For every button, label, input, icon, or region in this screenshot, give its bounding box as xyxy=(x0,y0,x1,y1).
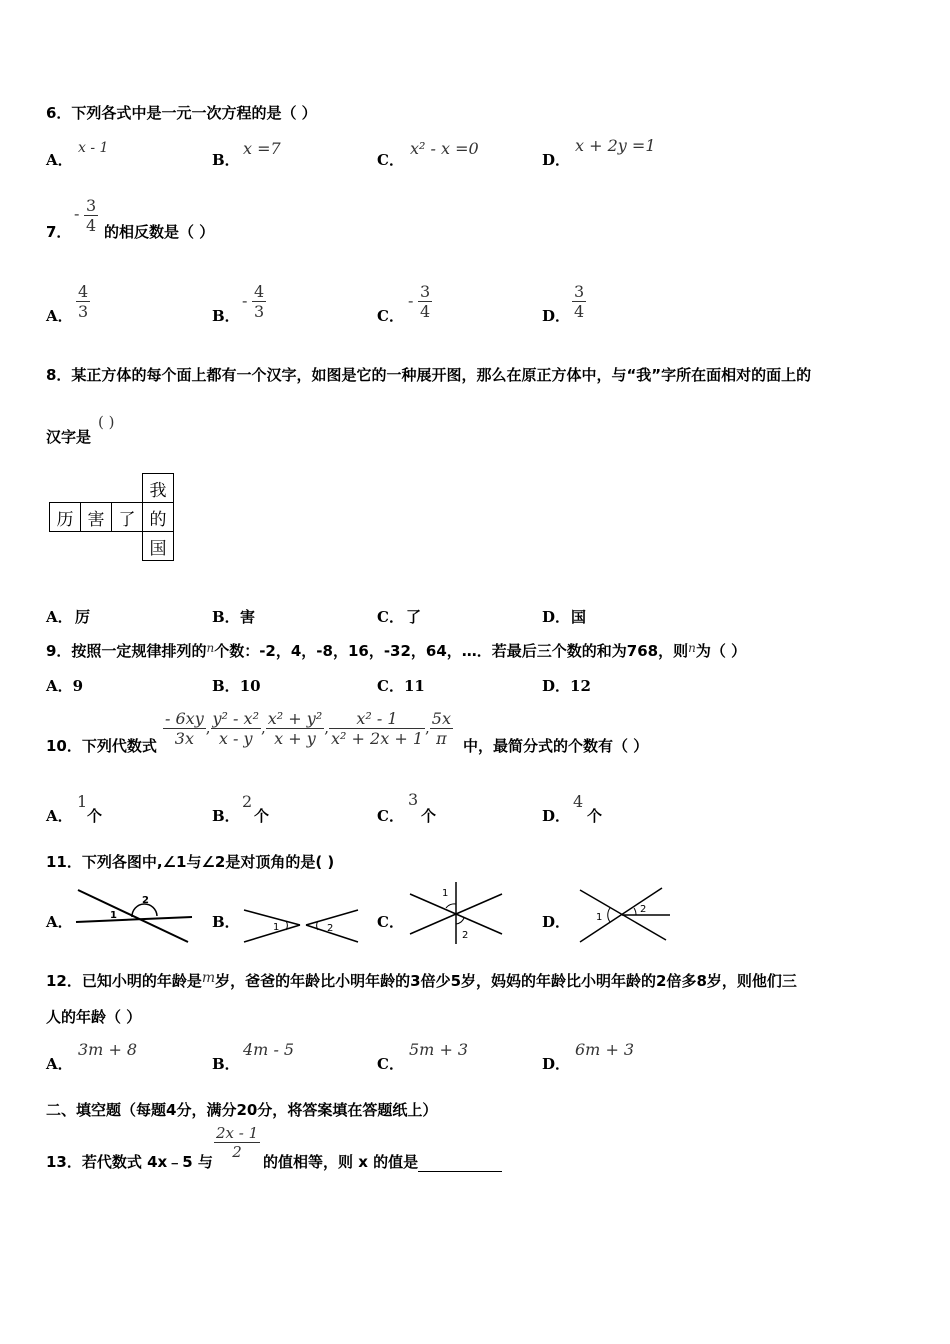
q10-frac1-denominator: 3x xyxy=(163,728,206,748)
q7-option-d-label: D． xyxy=(542,307,571,325)
q12-option-c-expr: 5m + 3 xyxy=(409,1040,469,1059)
q12-stem-part1: 12．已知小明的年龄是 xyxy=(46,972,202,990)
q9-var-n: n xyxy=(206,641,215,655)
q11-figure-b xyxy=(240,904,362,946)
q10-frac3-numerator: x² + y² xyxy=(267,709,323,728)
q10-frac4-numerator: x² - 1 xyxy=(356,709,398,728)
q7-c-denominator: 4 xyxy=(420,302,431,321)
q7-option-a-fraction xyxy=(76,282,90,321)
q7-stem: 的相反数是（ ） xyxy=(104,223,215,241)
q10-option-c-label: C． xyxy=(377,807,404,825)
q6-option-c-expr: x² - x =0 xyxy=(410,139,479,158)
net-face-1: 历 xyxy=(50,503,81,532)
q7-a-numerator: 4 xyxy=(78,282,89,301)
q8-option-a-label: A． xyxy=(46,608,73,626)
q11-option-c-label: C． xyxy=(377,913,404,931)
q11-stem: 11．下列各图中,∠1与∠2是对顶角的是( ) xyxy=(46,853,335,871)
q6-option-c-label: C． xyxy=(377,151,404,169)
q7-fraction-denominator: 4 xyxy=(86,216,97,235)
q9-var-n2: n xyxy=(688,641,696,655)
q10-prefix: 10．下列代数式 xyxy=(46,737,157,755)
q13-fraction xyxy=(214,1124,260,1161)
q10-option-a-label: A． xyxy=(46,807,73,825)
q7-d-denominator: 4 xyxy=(574,302,585,321)
q11-figure-a xyxy=(74,886,194,946)
q10-frac3-denominator: x + y xyxy=(266,728,324,748)
q10-option-a-num: 1 xyxy=(77,792,88,811)
q6-option-d-expr: x + 2y =1 xyxy=(575,136,656,155)
q9-option-b xyxy=(212,675,261,696)
net-face-2: 害 xyxy=(81,503,112,532)
q7-b-numerator: 4 xyxy=(254,282,265,301)
q13-stem-part2 xyxy=(263,1151,502,1172)
q7-c-numerator: 3 xyxy=(420,282,431,301)
q7-option-d-fraction xyxy=(572,282,586,321)
q9-option-c xyxy=(377,675,425,696)
net-face-3: 了 xyxy=(112,503,143,532)
q9-stem xyxy=(46,640,746,661)
q11-option-a-label: A． xyxy=(46,913,73,931)
q10-option-d-unit: 个 xyxy=(587,807,603,825)
q10-frac5-numerator: 5x xyxy=(431,709,451,728)
q7-a-denominator: 3 xyxy=(78,302,89,321)
q11-option-b-label: B． xyxy=(212,913,240,931)
q6-option-d-label: D． xyxy=(542,151,571,169)
q12-option-b-expr: 4m - 5 xyxy=(243,1040,295,1059)
q10-option-b-num: 2 xyxy=(242,792,253,811)
q10-frac2-numerator: y² - x² xyxy=(212,709,259,728)
q10-frac1-numerator: - 6xy xyxy=(165,709,204,728)
fig-a-line2 xyxy=(78,890,188,942)
q10-option-a-unit: 个 xyxy=(87,807,103,825)
fig-c-arc2 xyxy=(456,918,464,924)
fig-c-arc1 xyxy=(446,904,456,908)
q10-suffix: 中，最简分式的个数有（ ） xyxy=(463,737,649,755)
q7-option-c-sign: - xyxy=(408,291,414,310)
fig-c-angle1: 1 xyxy=(442,888,449,899)
q12-stem-line1 xyxy=(46,970,797,991)
q13-stem-part2-text: 的值相等，则 x 的值是 xyxy=(263,1153,419,1171)
q12-option-b-label: B． xyxy=(212,1055,240,1073)
q7-fraction xyxy=(84,196,98,235)
q12-option-d-expr: 6m + 3 xyxy=(575,1040,635,1059)
q12-option-c-label: C． xyxy=(377,1055,404,1073)
q11-option-d-label: D． xyxy=(542,913,571,931)
q6-option-a-expr: x - 1 xyxy=(78,140,109,156)
q9-stem-part3: 为（ ） xyxy=(695,642,747,660)
q8-option-b-label: B． xyxy=(212,608,240,626)
q8-stem-line1: 8．某正方体的每个面上都有一个汉字，如图是它的一种展开图，那么在原正方体中，与“我”字所在面相对的面上的 xyxy=(46,366,812,384)
q10-option-b-unit: 个 xyxy=(254,807,270,825)
q9-b-text: 10 xyxy=(239,677,261,695)
q10-frac4-denominator: x² + 2x + 1 xyxy=(331,729,423,748)
fig-b-line2 xyxy=(244,925,300,942)
net-face-4: 的 xyxy=(143,503,174,532)
q9-c-text: 11 xyxy=(403,677,425,695)
q6-stem: 6．下列各式中是一元一次方程的是（ ） xyxy=(46,104,317,122)
q7-option-c-fraction xyxy=(418,282,432,321)
q7-option-a-label: A． xyxy=(46,307,73,325)
q8-option-d-label: D． xyxy=(542,608,571,626)
q7-option-b-label: B． xyxy=(212,307,240,325)
q10-frac2-denominator: x - y xyxy=(211,728,261,748)
q9-stem-part1: 9．按照一定规律排列的 xyxy=(46,642,207,660)
q11-figure-d xyxy=(574,884,674,946)
q8-option-b-text: 害 xyxy=(240,608,256,626)
q13-answer-blank[interactable] xyxy=(418,1157,502,1172)
q8-option-c-label: C． xyxy=(377,608,404,626)
q9-a-text: 9 xyxy=(72,677,84,695)
q10-fraction-list: $\frac{- 6xy}{3x}$ , $\frac{\text{y² - x²}}{x - y}$ , $\frac{\text{x² + y²}}{x + y}$ , $\frac{\text{x² - 1}}{\text{x² + 2x + 1}}$ , $\frac{5x}{\pi}$ xyxy=(165,709,451,748)
net-face-top: 我 xyxy=(143,474,174,503)
q9-a-label: A． xyxy=(46,677,73,695)
q7-fraction-numerator: 3 xyxy=(86,196,97,215)
q8-answer-paren: ( ) xyxy=(98,413,115,431)
q8-stem-line2: 汉字是 xyxy=(46,428,92,446)
q12-var-m: m xyxy=(201,970,216,986)
section-2-heading: 二、填空题（每题4分，满分20分，将答案填在答题纸上） xyxy=(46,1101,438,1119)
fig-d-arc2 xyxy=(634,908,636,915)
q13-fraction-denominator: 2 xyxy=(214,1142,260,1161)
fig-b-angle2: 2 xyxy=(327,923,334,934)
fig-d-arc1 xyxy=(608,908,610,922)
q13-fraction-numerator: 2x - 1 xyxy=(216,1124,259,1142)
q12-option-a-label: A． xyxy=(46,1055,73,1073)
net-face-bottom: 国 xyxy=(143,532,174,561)
q6-option-b-expr: x =7 xyxy=(243,139,281,158)
q13-stem-part1: 13．若代数式 4x﹣5 与 xyxy=(46,1153,213,1171)
cube-net-figure xyxy=(49,473,174,561)
q6-option-b-label: B． xyxy=(212,151,240,169)
q7-option-c-label: C． xyxy=(377,307,404,325)
q9-d-text: 12 xyxy=(570,677,591,695)
q7-b-denominator: 3 xyxy=(254,302,265,321)
q9-c-label: C． xyxy=(377,677,404,695)
q10-option-c-num: 3 xyxy=(408,790,419,809)
q9-option-d xyxy=(542,675,591,696)
q10-option-d-label: D． xyxy=(542,807,571,825)
fig-a-angle1: 1 xyxy=(110,910,117,921)
q10-option-c-unit: 个 xyxy=(421,807,437,825)
q7-number: 7． xyxy=(46,223,72,241)
fig-c-angle2: 2 xyxy=(462,930,469,941)
q6-option-a-label: A． xyxy=(46,151,73,169)
q10-option-d-num: 4 xyxy=(573,792,584,811)
q8-option-a-text: 厉 xyxy=(75,608,91,626)
q7-d-numerator: 3 xyxy=(574,282,585,301)
q8-option-d-text: 国 xyxy=(571,608,587,626)
q9-stem-part2: 个数：-2，4，-8，16，-32，64，…．若最后三个数的和为768，则 xyxy=(214,642,689,660)
q9-b-label: B． xyxy=(212,677,240,695)
q12-option-d-label: D． xyxy=(542,1055,571,1073)
q10-frac5-denominator: π xyxy=(430,728,453,748)
q9-option-a xyxy=(46,675,83,696)
fig-a-line1 xyxy=(76,917,192,922)
q9-d-label: D． xyxy=(542,677,571,695)
q7-minus: - xyxy=(74,204,80,223)
fig-b-line1 xyxy=(244,910,300,925)
q7-option-b-sign: - xyxy=(242,291,248,310)
q10-option-b-label: B． xyxy=(212,807,240,825)
q7-option-b-fraction xyxy=(252,282,266,321)
fig-d-angle2: 2 xyxy=(640,904,647,915)
q12-stem-line2: 人的年龄（ ） xyxy=(46,1008,142,1026)
fig-a-angle2: 2 xyxy=(142,895,149,906)
fig-d-angle1: 1 xyxy=(596,912,603,923)
q12-stem-part2: 岁，爸爸的年龄比小明年龄的3倍少5岁，妈妈的年龄比小明年龄的2倍多8岁，则他们三 xyxy=(215,972,797,990)
q8-option-c-text: 了 xyxy=(406,608,422,626)
fig-b-angle1: 1 xyxy=(273,922,280,933)
q12-option-a-expr: 3m + 8 xyxy=(78,1040,138,1059)
q11-figure-c xyxy=(406,880,506,946)
